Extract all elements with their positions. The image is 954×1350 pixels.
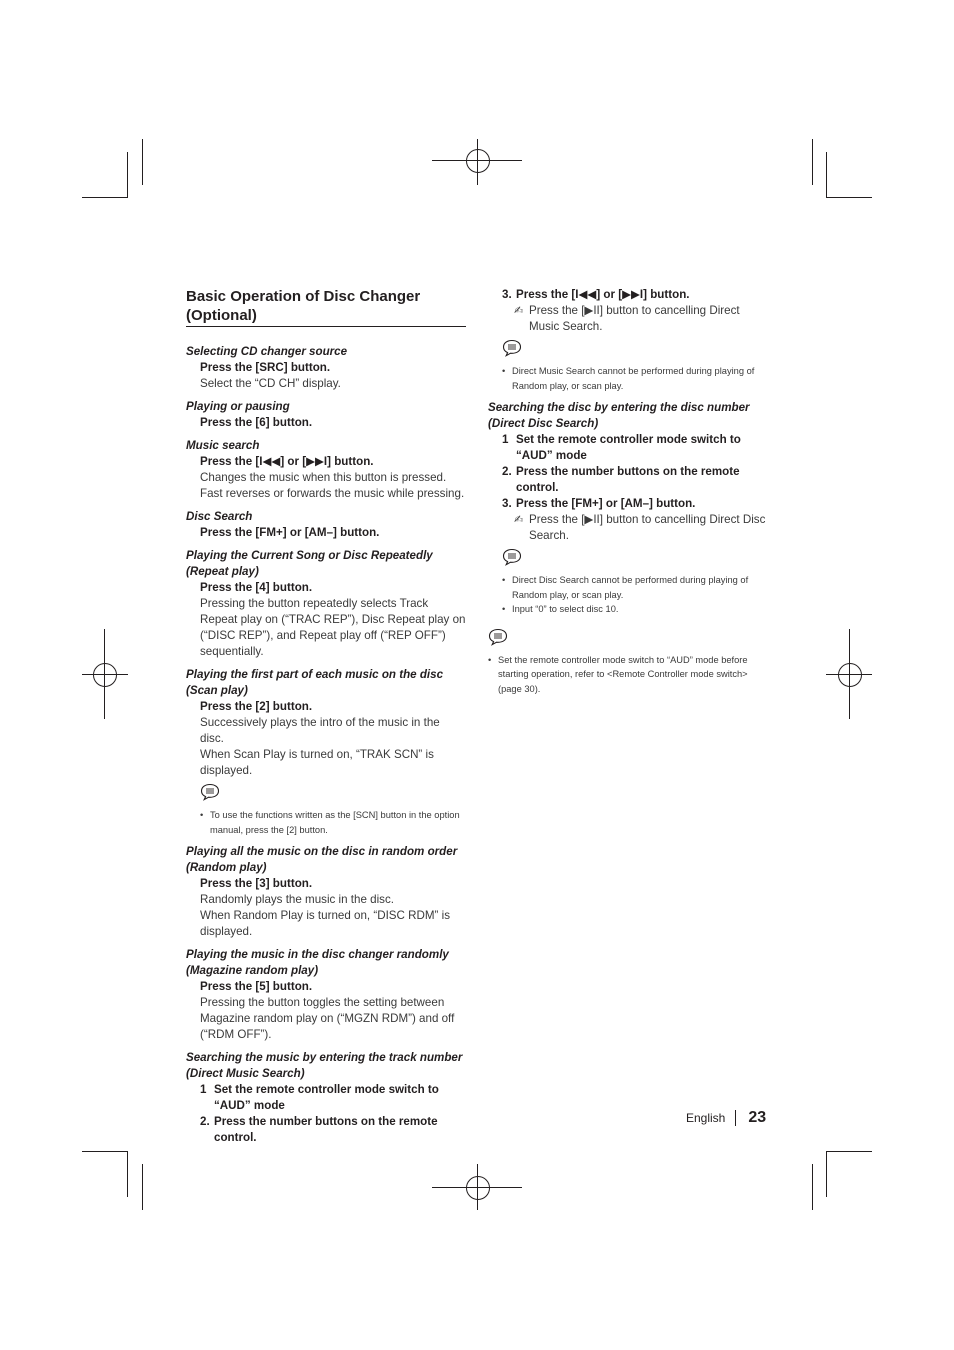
scan-note: [200, 808, 466, 837]
random-text-2: When Random Play is turned on, “DISC RDM” is displayed.: [200, 909, 450, 938]
step-number: 1: [200, 1083, 207, 1096]
step-text: Press the number buttons on the remote control.: [214, 1115, 438, 1144]
scan-heading: Playing the first part of each music on the disc (Scan play): [186, 668, 444, 697]
selecting-step: Press the [SRC] button.: [200, 361, 331, 374]
playing-step: Press the [6] button.: [200, 416, 313, 429]
step-number: 3.: [502, 288, 512, 301]
step-text: Press the number buttons on the remote control.: [516, 465, 740, 494]
bullet-icon: •: [502, 604, 506, 614]
selecting-heading: Selecting CD changer source: [186, 345, 348, 358]
bullet-icon: •: [200, 810, 204, 820]
pen-icon: ✍: [514, 514, 524, 526]
magazine-block: [186, 947, 466, 1043]
playing-block: [186, 399, 466, 431]
direct-music-cancel-text: Press the [▶II] button to cancelling Direct Music Search.: [529, 304, 740, 333]
section-title: Basic Operation of Disc Changer (Optional): [186, 287, 466, 327]
magazine-text: Pressing the button toggles the setting between Magazine random play on (“MGZN RDM”) and off (“RDM OFF”).: [200, 996, 455, 1041]
step-number: 2.: [502, 465, 512, 478]
scan-step: Press the [2] button.: [200, 700, 313, 713]
direct-music-step-2: [200, 1114, 466, 1146]
repeat-block: [186, 548, 466, 660]
selecting-text: Select the “CD CH” display.: [200, 377, 341, 390]
direct-disc-step-2: [502, 464, 770, 496]
scan-block: [186, 667, 466, 837]
step-text: Set the remote controller mode switch to “AUD” mode: [214, 1083, 439, 1112]
left-column: [186, 287, 466, 1146]
footer-divider: [735, 1110, 736, 1126]
direct-music-step-3: [502, 287, 770, 303]
direct-disc-note-1: [502, 573, 770, 602]
playing-heading: Playing or pausing: [186, 400, 290, 413]
selecting-block: [186, 344, 466, 392]
direct-disc-cancel-text: Press the [▶II] button to cancelling Direct Disc Search.: [529, 513, 766, 542]
music-search-block: [186, 438, 466, 502]
step-text: Press the [I◀◀] or [▶▶I] button.: [516, 288, 690, 301]
pen-icon: ✍: [514, 305, 524, 317]
note-icon: [502, 548, 522, 566]
direct-disc-block: [488, 400, 770, 617]
right-column: [488, 287, 770, 696]
final-note-text: Set the remote controller mode switch to “AUD” mode before starting operation, refer to <Remote Controller mode switch> (page 30).: [498, 654, 748, 694]
random-block: [186, 844, 466, 940]
step-number: 1: [502, 433, 509, 446]
music-search-heading: Music search: [186, 439, 260, 452]
bullet-icon: •: [502, 575, 506, 585]
direct-disc-note-1-text: Direct Disc Search cannot be performed during playing of Random play, or scan play.: [512, 575, 749, 600]
direct-music-step-1: [200, 1082, 466, 1114]
step-text: Press the [FM+] or [AM–] button.: [516, 497, 696, 510]
magazine-step: Press the [5] button.: [200, 980, 313, 993]
page-footer: [686, 1109, 766, 1127]
page-number: 23: [748, 1109, 767, 1126]
note-icon: [502, 339, 522, 357]
final-note: [488, 653, 770, 697]
footer-language: English: [686, 1111, 726, 1125]
music-search-step: Press the [I◀◀] or [▶▶I] button.: [200, 455, 374, 468]
direct-music-note: [502, 364, 770, 393]
direct-disc-note-2-text: Input “0” to select disc 10.: [512, 604, 619, 614]
bullet-icon: •: [488, 654, 492, 665]
disc-search-heading: Disc Search: [186, 510, 253, 523]
direct-disc-heading: Searching the disc by entering the disc number (Direct Disc Search): [488, 401, 750, 430]
random-heading: Playing all the music on the disc in random order (Random play): [186, 845, 458, 874]
disc-search-step: Press the [FM+] or [AM–] button.: [200, 526, 380, 539]
direct-music-note-text: Direct Music Search cannot be performed during playing of Random play, or scan play.: [512, 366, 755, 391]
music-search-text-2: Fast reverses or forwards the music while pressing.: [200, 487, 465, 500]
random-text-1: Randomly plays the music in the disc.: [200, 893, 394, 906]
magazine-heading: Playing the music in the disc changer randomly (Magazine random play): [186, 948, 449, 977]
scan-text-2: When Scan Play is turned on, “TRAK SCN” is displayed.: [200, 748, 434, 777]
bullet-icon: •: [502, 366, 506, 376]
direct-disc-step-1: [502, 432, 770, 464]
direct-music-cancel: [514, 303, 770, 335]
step-text: Set the remote controller mode switch to “AUD” mode: [516, 433, 741, 462]
step-number: 3.: [502, 497, 512, 510]
repeat-text: Pressing the button repeatedly selects Track Repeat play on (“TRAC REP”), Disc Repeat play on (“DISC REP”), and Repeat play off (“REP OFF”) sequentially.: [200, 597, 466, 658]
direct-disc-step-3: [502, 496, 770, 512]
repeat-step: Press the [4] button.: [200, 581, 313, 594]
direct-disc-cancel: [514, 512, 770, 544]
direct-disc-note-2: [502, 602, 770, 617]
note-icon: [200, 783, 220, 801]
direct-music-heading: Searching the music by entering the track number (Direct Music Search): [186, 1051, 463, 1080]
random-step: Press the [3] button.: [200, 877, 313, 890]
step-number: 2.: [200, 1115, 210, 1128]
disc-search-block: [186, 509, 466, 541]
direct-music-block: [186, 1050, 466, 1146]
repeat-heading: Playing the Current Song or Disc Repeatedly (Repeat play): [186, 549, 433, 578]
music-search-text-1: Changes the music when this button is pressed.: [200, 471, 447, 484]
scan-note-text: To use the functions written as the [SCN] button in the option manual, press the [2] button.: [210, 810, 460, 835]
scan-text-1: Successively plays the intro of the music in the disc.: [200, 716, 440, 745]
note-icon: [488, 628, 508, 646]
